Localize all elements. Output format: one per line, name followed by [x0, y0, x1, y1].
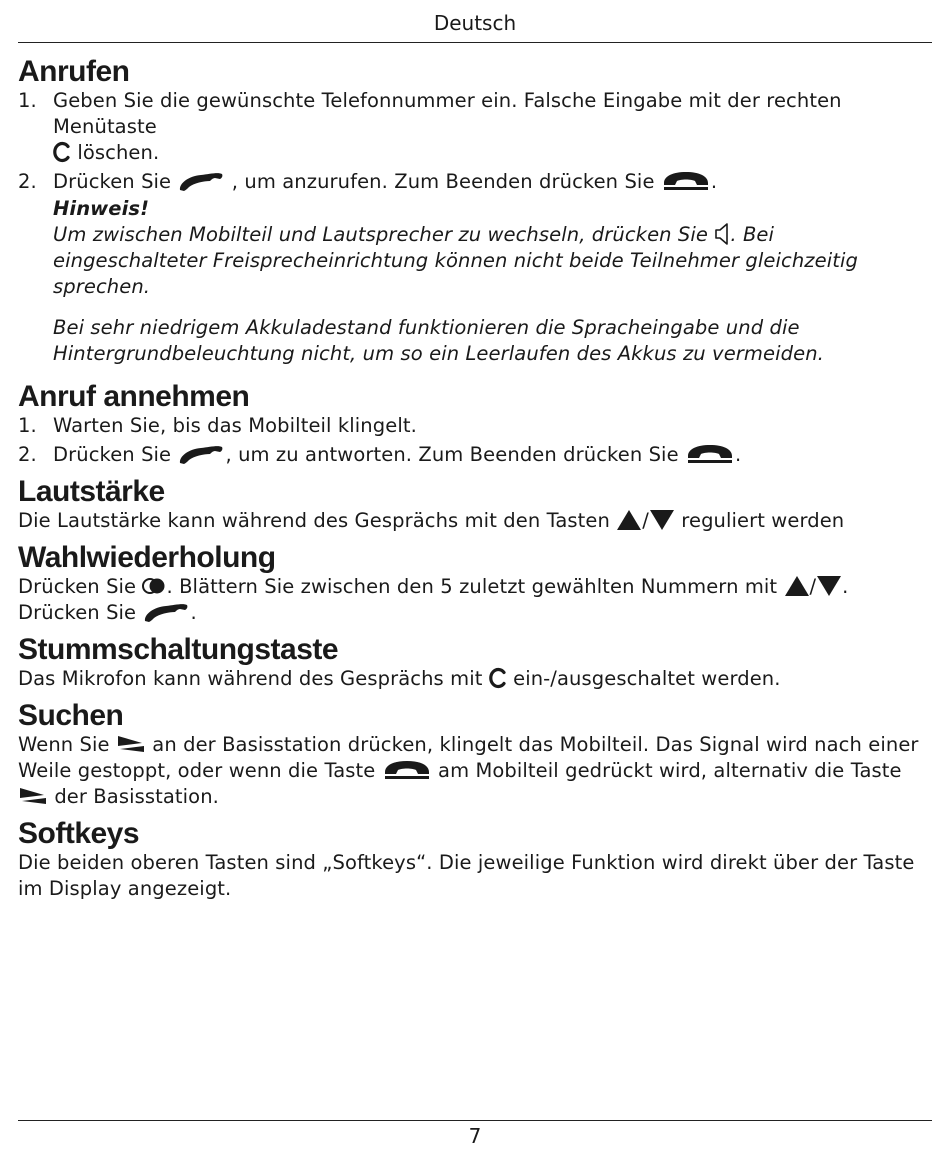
note-box	[18, 196, 932, 367]
step-number: 1.	[18, 89, 37, 112]
step-text: Warten Sie, bis das Mobilteil klingelt.	[53, 414, 417, 437]
section-title: Lautstärke	[18, 475, 165, 508]
body-text: . Drücken Sie	[18, 575, 849, 624]
body-text: Wenn Sie	[18, 733, 110, 756]
paging-icon	[116, 734, 146, 754]
phone-hangup-icon	[661, 171, 711, 191]
triangle-down-icon	[649, 509, 675, 531]
step-number: 1.	[18, 414, 37, 437]
section-title: Stummschaltungstaste	[18, 633, 339, 666]
step-text: Drücken Sie	[53, 443, 172, 466]
section-softkeys	[18, 818, 932, 902]
section-title: Anruf annehmen	[18, 380, 250, 413]
section-anruf-annehmen	[18, 381, 932, 468]
section-title: Wahlwiederholung	[18, 541, 276, 574]
triangle-up-icon	[784, 575, 810, 597]
triangle-down-icon	[816, 575, 842, 597]
section-body	[18, 666, 932, 692]
body-text: reguliert werden	[681, 509, 845, 532]
c-clear-icon	[489, 667, 507, 689]
section-title: Suchen	[18, 699, 124, 732]
speaker-icon	[714, 222, 730, 246]
body-text: .	[190, 601, 197, 624]
page-header-language: Deutsch	[433, 11, 517, 35]
section-body	[18, 574, 932, 626]
note-title: Hinweis!	[53, 197, 150, 220]
list-item	[18, 413, 932, 439]
step-text: .	[734, 443, 742, 466]
slash-text: /	[809, 575, 817, 598]
footer-rule	[18, 1120, 932, 1121]
steps-list	[18, 88, 932, 195]
section-title: Softkeys	[18, 817, 140, 850]
steps-list	[18, 413, 932, 468]
body-text: . Blättern Sie zwischen den 5 zuletzt gewählten Nummern mit	[166, 575, 778, 598]
step-text: , um anzurufen. Zum Beenden drücken Sie	[231, 170, 655, 193]
list-item	[18, 442, 932, 468]
phone-hangup-icon	[382, 760, 432, 780]
section-wahlwiederholung	[18, 542, 932, 626]
section-body: Die beiden oberen Tasten sind „Softkeys“. Die jeweilige Funktion wird direkt über der Taste im Display angezeigt.	[18, 851, 915, 900]
phone-call-icon	[177, 170, 225, 192]
slash-text: /	[642, 509, 649, 532]
note-paragraph	[53, 222, 932, 300]
section-stummschaltung	[18, 634, 932, 692]
c-clear-icon	[53, 141, 71, 163]
body-text: ein-/ausgeschaltet werden.	[513, 667, 781, 690]
body-text: Drücken Sie	[18, 575, 137, 598]
section-anrufen	[18, 56, 932, 367]
header-rule	[18, 42, 932, 43]
body-text: Das Mikrofon kann während des Gesprächs mit	[18, 667, 483, 690]
step-text: Geben Sie die gewünschte Telefonnummer ein. Falsche Eingabe mit der rechten Menütaste	[53, 89, 842, 138]
section-body	[18, 732, 932, 810]
body-text: der Basisstation.	[54, 785, 219, 808]
step-text: .	[710, 170, 718, 193]
section-lautstaerke	[18, 476, 932, 534]
section-body	[18, 508, 932, 534]
step-number: 2.	[18, 443, 37, 466]
page-content	[18, 56, 932, 902]
note-text: . Bei eingeschalteter Freisprecheinrichtung können nicht beide Teilnehmer gleichzeitig sprechen.	[53, 223, 858, 298]
phone-call-icon	[142, 601, 190, 623]
step-number: 2.	[18, 170, 37, 193]
page-number: 7	[468, 1124, 482, 1148]
step-text: , um zu antworten. Zum Beenden drücken Sie	[225, 443, 679, 466]
phone-hangup-icon	[685, 444, 735, 464]
step-text: Drücken Sie	[53, 170, 172, 193]
step-text: löschen.	[77, 141, 160, 164]
phone-call-icon	[177, 443, 225, 465]
body-text: Die Lautstärke kann während des Gesprächs mit den Tasten	[18, 509, 610, 532]
section-title: Anrufen	[18, 55, 130, 88]
paging-icon	[18, 786, 48, 806]
list-item	[18, 169, 932, 195]
note-text: Um zwischen Mobilteil und Lautsprecher zu wechseln, drücken Sie	[53, 223, 709, 246]
section-suchen	[18, 700, 932, 810]
note-paragraph: Bei sehr niedrigem Akkuladestand funktionieren die Spracheingabe und die Hintergrundbeleuchtung nicht, um so ein Leerlaufen des Akkus zu vermeiden.	[53, 316, 824, 365]
redial-icon	[142, 577, 166, 595]
body-text: an der Basisstation drücken, klingelt das Mobilteil. Das Signal wird nach einer Weile gestoppt, oder wenn die Taste	[18, 733, 919, 782]
triangle-up-icon	[616, 509, 642, 531]
list-item	[18, 88, 932, 166]
body-text: am Mobilteil gedrückt wird, alternativ die Taste	[438, 759, 902, 782]
